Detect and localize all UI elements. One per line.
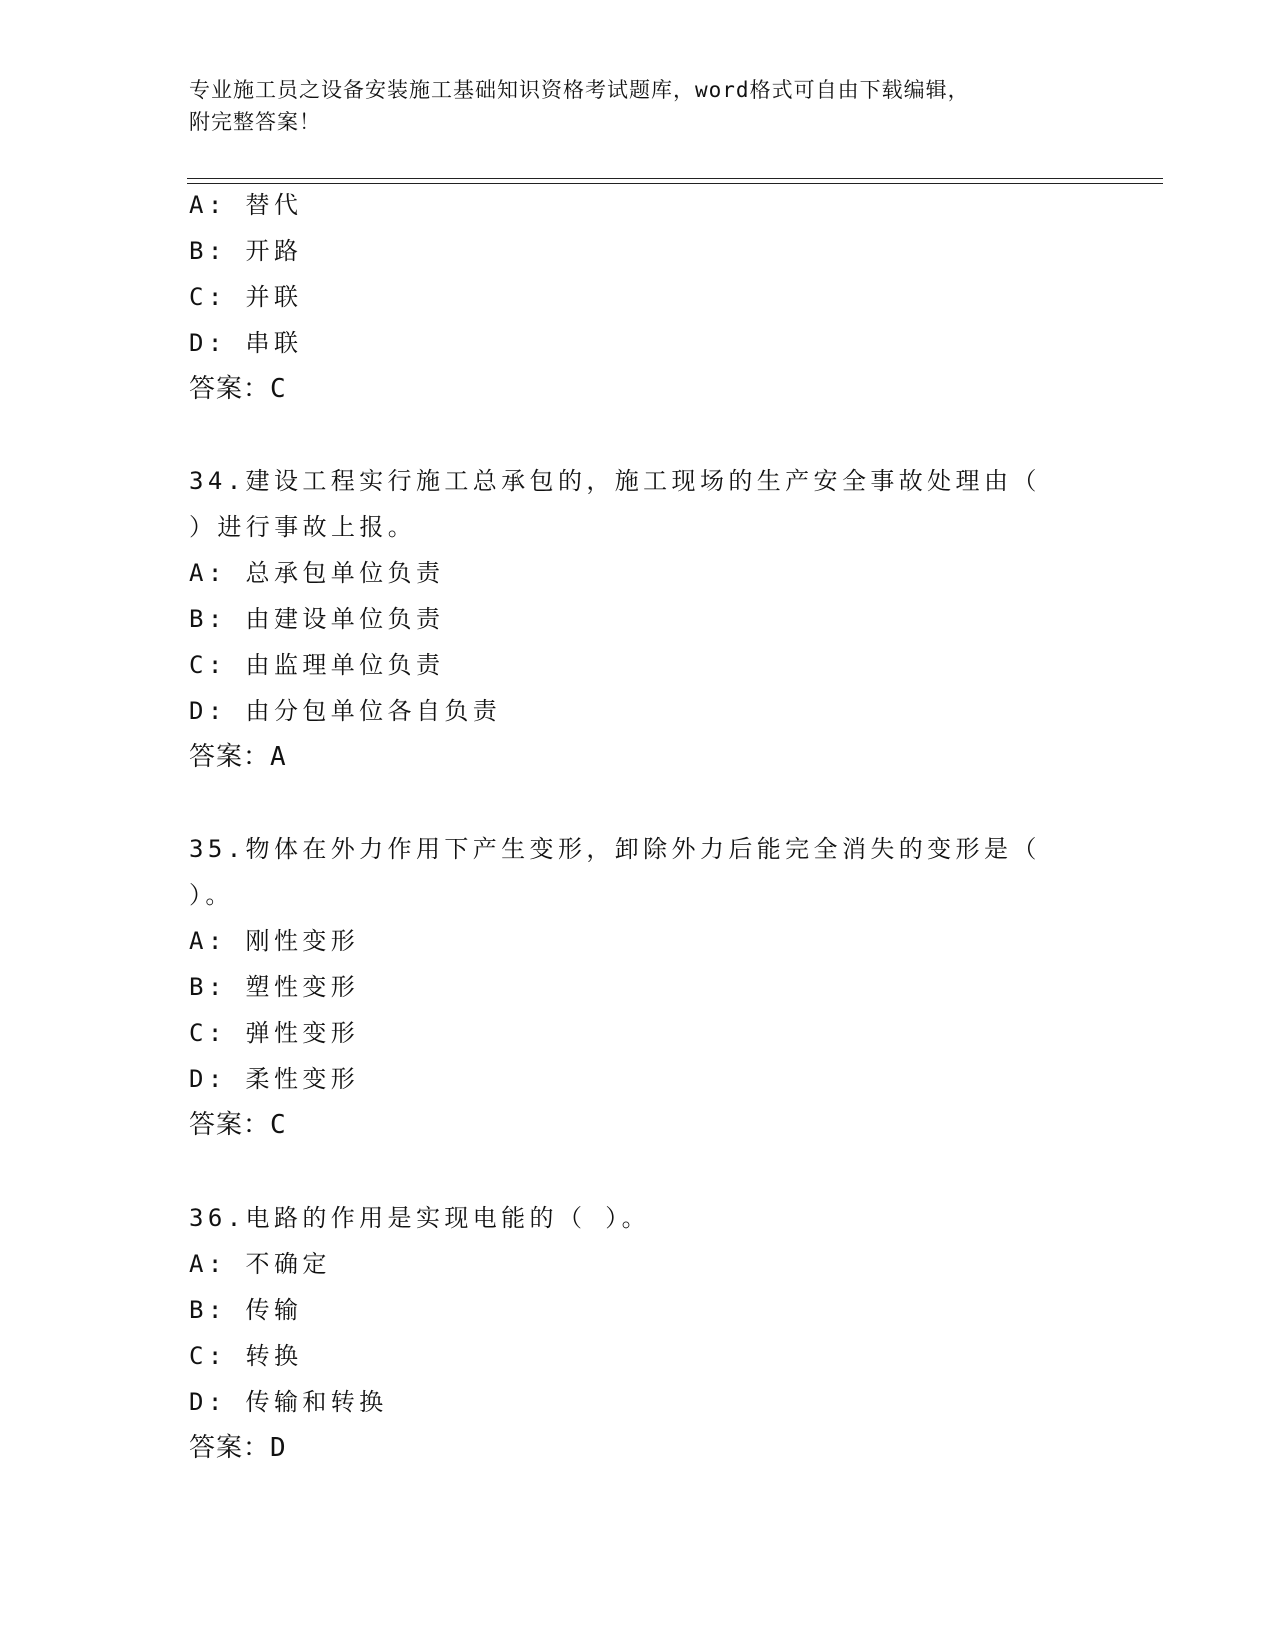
answer-line: 答案：A [189,742,287,772]
option-c: C: 由监理单位负责 [189,651,445,679]
option-a: A: 总承包单位负责 [189,559,445,587]
answer-line: 答案：C [189,1110,287,1140]
document-header [189,74,1089,138]
question-33-continued [189,182,1089,412]
option-a: A: 刚性变形 [189,927,360,955]
question-stem-line: 34.建设工程实行施工总承包的，施工现场的生产安全事故处理由（ [189,467,1041,495]
option-d: D: 传输和转换 [189,1388,388,1416]
option-a: A: 不确定 [189,1250,331,1278]
option-b: B: 传输 [189,1296,303,1324]
option-c: C: 并联 [189,283,303,311]
option-d: D: 串联 [189,329,303,357]
option-b: B: 开路 [189,237,303,265]
question-stem-line: ）。 [189,881,234,909]
question-36 [189,1195,1089,1471]
option-b: B: 由建设单位负责 [189,605,445,633]
answer-line: 答案：C [189,374,287,404]
header-line-2: 附完整答案！ [189,110,321,134]
option-c: C: 转换 [189,1342,303,1370]
answer-line: 答案：D [189,1433,287,1463]
option-d: D: 柔性变形 [189,1065,360,1093]
option-a: A: 替代 [189,191,303,219]
question-stem-line: 35.物体在外力作用下产生变形，卸除外力后能完全消失的变形是（ [189,835,1041,863]
header-line-1: 专业施工员之设备安装施工基础知识资格考试题库，word格式可自由下载编辑， [189,78,970,102]
option-b: B: 塑性变形 [189,973,360,1001]
header-divider-top [187,178,1163,179]
option-c: C: 弹性变形 [189,1019,360,1047]
question-stem-line: 36.电路的作用是实现电能的（ ）。 [189,1204,650,1232]
question-34 [189,458,1089,780]
option-d: D: 由分包单位各自负责 [189,697,502,725]
question-stem-line: ）进行事故上报。 [189,513,417,541]
question-35 [189,826,1089,1148]
